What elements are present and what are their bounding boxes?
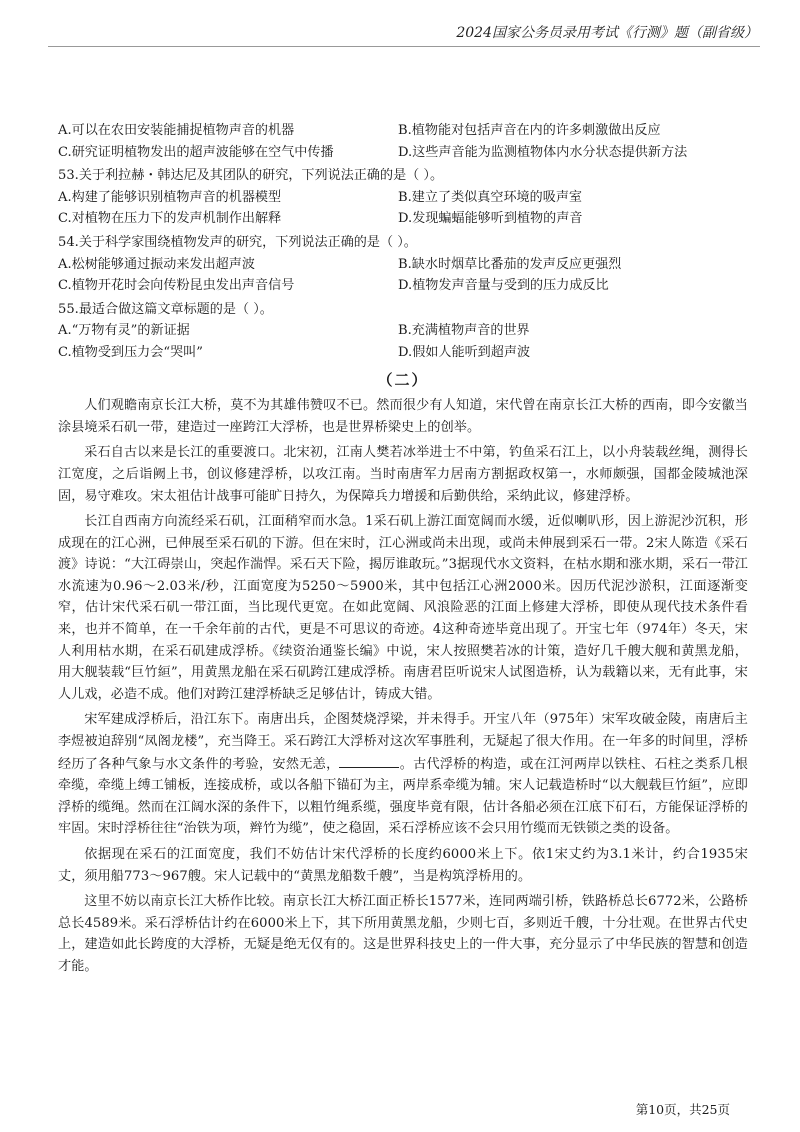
option-b: B.缺水时烟草比番茄的发声反应更强烈 <box>398 256 622 272</box>
passage-paragraph-1: 人们观瞻南京长江大桥，莫不为其雄伟赞叹不已。然而很少有人知道，宋代曾在南京长江大桥的西南，即今安徽当涂县境采石矶一带，建造过一座跨江大浮桥，也是世界桥梁史上的创举。 <box>58 398 748 435</box>
passage-paragraph-4 <box>58 709 748 840</box>
option-d: D.这些声音能为监测植物体内水分状态提供新方法 <box>398 144 688 160</box>
option-a: A.松树能够通过振动来发出超声波 <box>58 256 255 272</box>
option-a: A.可以在农田安装能捕捉植物声音的机器 <box>58 123 295 138</box>
options-row <box>58 142 748 164</box>
question-52-options <box>58 120 748 163</box>
paragraph-4-part-2: 。古代浮桥的构造，或在江河两岸以铁柱、石柱之类系几根牵缆，牵缆上缚工铺板，连接成桥，或以各船下锚矴为主，两岸系牵缆为辅。宋人记载造桥时“以大舰载巨竹絙”，应即浮桥的缆绳。然而在江阔水深的条件下，以粗竹绳系缆，强度毕竟有限，估计各船必须在江底下矴石，方能保证浮桥的牢固。宋时浮桥往往“治铁为项，辫竹为缆”，使之稳固，采石浮桥应该不会只用竹缆而无铁锁之类的设备。 <box>58 756 748 837</box>
question-stem: 55.最适合做这篇文章标题的是（ ）。 <box>58 301 273 317</box>
page-number: 第10页，共25页 <box>635 1102 730 1117</box>
options-row <box>58 320 748 342</box>
option-a: A.构建了能够识别植物声音的机器模型 <box>58 189 282 205</box>
page-header: 2024国家公务员录用考试《行测》题（副省级） <box>456 25 758 41</box>
passage-paragraph-6: 这里不妨以南京长江大桥作比较。南京长江大桥江面正桥长1577米，连同两端引桥，铁路桥总长6772米，公路桥总长4589米。采石浮桥估计约在6000米上下，其下所用黄黑龙船，少则七百，多则近千艘，十分壮观。在世界古代史上，建造如此长跨度的大浮桥，无疑是绝无仅有的。这是世界科技史上的一件大事，充分显示了中华民族的智慧和创造才能。 <box>58 894 748 974</box>
options-row <box>58 120 748 142</box>
passage-paragraph-5: 依据现在采石的江面宽度，我们不妨估计宋代浮桥的长度约6000米上下。依1宋丈约为3.1米计，约合1935宋丈，须用船773～967艘。宋人记载中的“黄黑龙船数千艘”，当是构筑浮桥用的。 <box>58 847 748 884</box>
option-d: D.发现蝙蝠能够听到植物的声音 <box>398 211 583 227</box>
question-53 <box>58 163 748 230</box>
option-b: B.充满植物声音的世界 <box>398 323 530 339</box>
option-b: B.建立了类似真空环境的吸声室 <box>398 189 583 205</box>
header-divider <box>48 46 760 47</box>
option-c: C.研究证明植物发出的超声波能够在空气中传播 <box>58 144 334 160</box>
passage-paragraph-3: 长江自西南方向流经采石矶，江面稍窄而水急。1采石矶上游江面宽阔而水缓，近似喇叭形，因上游泥沙沉积，形成现在的江心洲，已伸展至采石矶的下游。但在宋时，江心洲或尚未出现，或尚未伸展到采石一带。2宋人陈造《采石渡》诗说：“大江碍崇山，突起作湍悍。采石天下险，揭厉谁敢玩。”3据现代水文资料，在枯水期和涨水期，采石一带江水流速为0.96～2.03米/秒，江面宽度为5250～5900米，其中包括江心洲2000米。因历代泥沙淤积，江面逐渐变窄，估计宋代采石矶一带江面，当比现代更宽。在如此宽阔、风浪险恶的江面上修建大浮桥，即使从现代技术条件看来，也并不简单，在一千余年前的古代，更是不可思议的奇迹。4这种奇迹毕竟出现了。开宝七年（974年）冬天，宋人利用枯水期，在采石矶建成浮桥。《续资治通鉴长编》中说，宋人按照樊若冰的计策，造好几千艘大舰和黄黑龙船，用大舰装载“巨竹絙”，用黄黑龙船在采石矶跨江建成浮桥。南唐君臣听说宋人试图造桥，认为载籍以来，无有此事，宋人儿戏，必造不成。他们对跨江建浮桥缺乏足够估计，铸成大错。 <box>58 514 748 702</box>
options-row <box>58 187 748 209</box>
option-d: D.植物发声音量与受到的压力成反比 <box>398 278 609 294</box>
paragraph-4-part-1: 宋军建成浮桥后，沿江东下。南唐出兵，企图焚烧浮梁，并未得手。开宝八年（975年）宋军攻破金陵，南唐后主李煜被迫辞别“凤阁龙楼”，充当降王。采石跨江大浮桥对这次军事胜利，无疑起了很大作用。在一年多的时间里，浮桥经历了各种气象与水文条件的考验，安然无恙， <box>58 712 748 772</box>
options-row <box>58 208 748 230</box>
option-b: B.植物能对包括声音在内的许多刺激做出反应 <box>398 123 661 138</box>
question-55 <box>58 297 748 364</box>
option-a: A.“万物有灵”的新证据 <box>58 323 190 339</box>
option-c: C.植物开花时会向传粉昆虫发出声音信号 <box>58 278 295 294</box>
question-stem: 54.关于科学家围绕植物发声的研究，下列说法正确的是（ ）。 <box>58 234 417 250</box>
option-d: D.假如人能听到超声波 <box>398 344 531 360</box>
passage-paragraph-2: 采石自古以来是长江的重要渡口。北宋初，江南人樊若冰举进士不中第，钓鱼采石江上，以小舟装载丝绳，测得长江宽度，之后诣阙上书，创议修建浮桥，以攻江南。当时南唐军力居南方割据政权第一，水师颇强，国都金陵城池深固，易守难攻。宋太祖估计战事可能旷日持久，为保障兵力增援和后勤供给，采纳此议，修建浮桥。 <box>58 445 748 504</box>
options-row <box>58 254 748 276</box>
document-body <box>58 120 748 982</box>
question-stem: 53.关于利拉赫・韩达尼及其团队的研究，下列说法正确的是（ ）。 <box>58 168 444 184</box>
options-row <box>58 275 748 297</box>
section-title: （二） <box>377 370 429 389</box>
option-c: C.对植物在压力下的发声机制作出解释 <box>58 211 282 227</box>
fill-in-blank <box>339 753 399 768</box>
question-54 <box>58 230 748 297</box>
option-c: C.植物受到压力会“哭叫” <box>58 344 203 360</box>
options-row <box>58 342 748 364</box>
